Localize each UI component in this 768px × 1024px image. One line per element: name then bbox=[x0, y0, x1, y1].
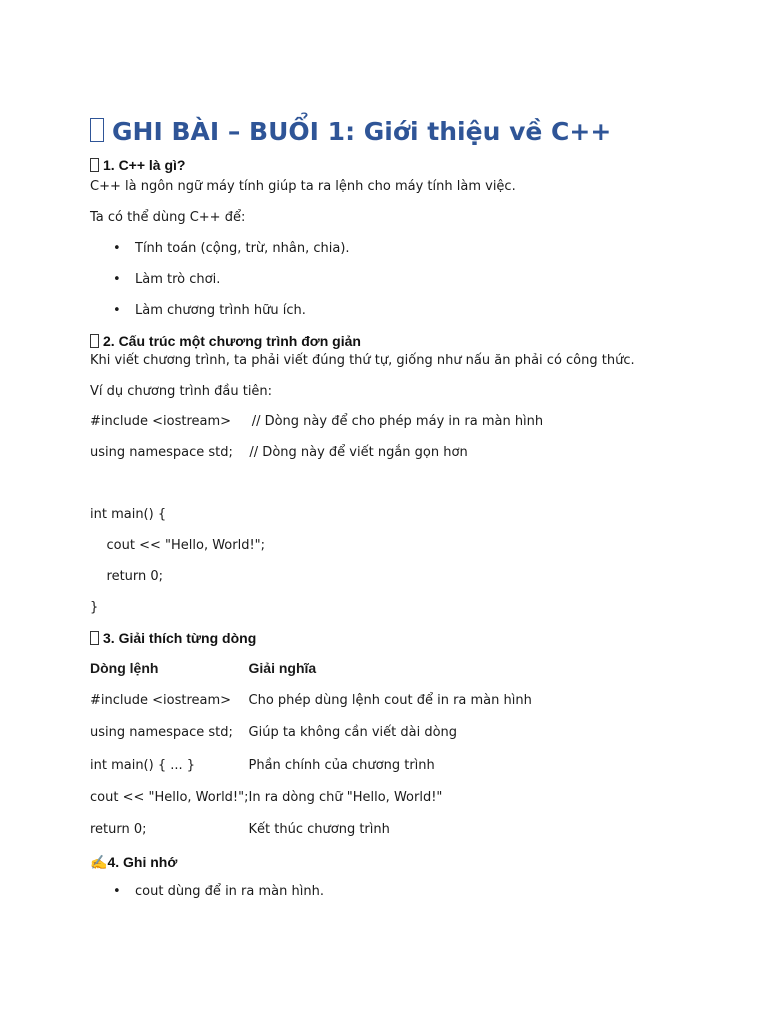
list-item: • Tính toán (cộng, trừ, nhân, chia). bbox=[113, 241, 350, 256]
section4-heading: 4. Ghi nhớ bbox=[107, 854, 178, 870]
table-row bbox=[90, 692, 532, 724]
code-line: return 0; bbox=[90, 569, 164, 584]
table-cell: Phần chính của chương trình bbox=[248, 758, 435, 773]
section4-heading-line bbox=[90, 852, 730, 872]
explanation-table bbox=[90, 659, 532, 843]
missing-glyph-icon bbox=[90, 158, 99, 172]
writing-hand-icon: ✍ bbox=[90, 854, 108, 870]
table-cell: In ra dòng chữ "Hello, World!" bbox=[248, 790, 443, 805]
bullet-icon: • bbox=[113, 303, 121, 318]
table-cell: using namespace std; bbox=[90, 725, 233, 740]
document-page bbox=[90, 112, 730, 901]
section2-paragraph: Khi viết chương trình, ta phải viết đúng thứ tự, giống như nấu ăn phải có công thức. bbox=[90, 353, 635, 368]
code-line: using namespace std; // Dòng này để viết ngắn gọn hơn bbox=[90, 445, 468, 460]
code-example bbox=[90, 413, 730, 617]
section3-heading-line bbox=[90, 628, 730, 648]
section1-heading: 1. C++ là gì? bbox=[103, 157, 186, 173]
table-row bbox=[90, 789, 532, 821]
bullet-icon: • bbox=[113, 241, 121, 256]
table-cell: #include <iostream> bbox=[90, 693, 232, 708]
table-header-cell: Dòng lệnh bbox=[90, 660, 159, 676]
section3-heading: 3. Giải thích từng dòng bbox=[103, 630, 257, 646]
table-header-row bbox=[90, 659, 532, 692]
table-cell: Kết thúc chương trình bbox=[248, 822, 390, 837]
bullet-icon: • bbox=[113, 884, 121, 899]
code-line: } bbox=[90, 600, 99, 615]
code-line: int main() { bbox=[90, 507, 167, 522]
table-cell: Giúp ta không cần viết dài dòng bbox=[248, 725, 458, 740]
table-row bbox=[90, 757, 532, 789]
table-cell: return 0; bbox=[90, 822, 147, 837]
code-line bbox=[90, 475, 730, 493]
section1-paragraph: C++ là ngôn ngữ máy tính giúp ta ra lệnh cho máy tính làm việc. bbox=[90, 179, 516, 194]
section4-bullet-list bbox=[90, 883, 730, 901]
list-item: • Làm chương trình hữu ích. bbox=[113, 303, 306, 318]
table-row bbox=[90, 821, 532, 843]
table-header-cell: Giải nghĩa bbox=[248, 660, 317, 676]
table-cell: Cho phép dùng lệnh cout để in ra màn hình bbox=[248, 693, 532, 708]
table-cell: cout << "Hello, World!"; bbox=[90, 790, 249, 805]
table-row bbox=[90, 724, 532, 757]
section2-paragraph: Ví dụ chương trình đầu tiên: bbox=[90, 384, 273, 399]
section1-paragraph: Ta có thể dùng C++ để: bbox=[90, 210, 246, 225]
missing-glyph-icon bbox=[90, 118, 104, 142]
section1-bullet-list bbox=[90, 240, 730, 320]
document-title: GHI BÀI – BUỔI 1: Giới thiệu về C++ bbox=[112, 117, 612, 146]
missing-glyph-icon bbox=[90, 334, 99, 348]
section2-heading: 2. Cấu trúc một chương trình đơn giản bbox=[103, 333, 361, 349]
section2-heading-line bbox=[90, 331, 730, 351]
table-cell: int main() { ... } bbox=[90, 758, 196, 773]
code-line: cout << "Hello, World!"; bbox=[90, 538, 266, 553]
list-item: • cout dùng để in ra màn hình. bbox=[113, 884, 324, 899]
code-line: #include <iostream> // Dòng này để cho phép máy in ra màn hình bbox=[90, 414, 544, 429]
section1-heading-line bbox=[90, 155, 730, 175]
missing-glyph-icon bbox=[90, 631, 99, 645]
document-title-line bbox=[90, 112, 730, 152]
list-item: • Làm trò chơi. bbox=[113, 272, 221, 287]
bullet-icon: • bbox=[113, 272, 121, 287]
